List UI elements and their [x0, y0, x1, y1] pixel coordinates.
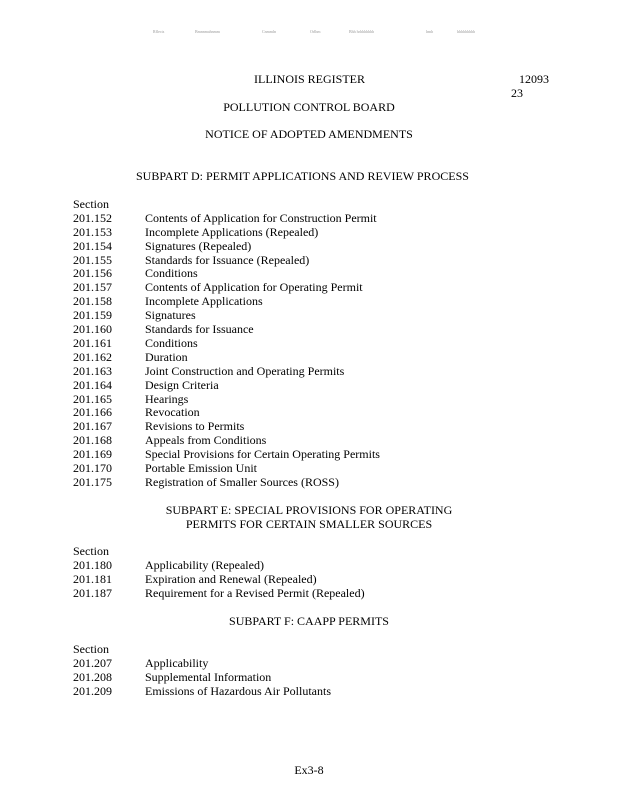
section-title: Appeals from Conditions — [145, 433, 267, 447]
section-number: 201.180 — [73, 558, 112, 572]
section-title: Conditions — [145, 266, 198, 280]
section-number: 201.164 — [73, 378, 112, 392]
section-title: Emissions of Hazardous Air Pollutants — [145, 684, 331, 698]
section-number: 201.209 — [73, 684, 112, 698]
section-title: Signatures (Repealed) — [145, 239, 252, 253]
header-mark: hhhhhhhhh — [457, 29, 475, 34]
section-number: 201.165 — [73, 392, 112, 406]
section-title: Registration of Smaller Sources (ROSS) — [145, 475, 339, 489]
page-number: 12093 — [519, 72, 549, 86]
section-label: Section — [73, 544, 109, 558]
section-title: Special Provisions for Certain Operating Permits — [145, 447, 380, 461]
section-number: 201.170 — [73, 461, 112, 475]
header-mark: Bmnnmahnmm — [195, 29, 220, 34]
section-number: 201.167 — [73, 419, 112, 433]
section-number: 201.169 — [73, 447, 112, 461]
section-title: Revocation — [145, 405, 200, 419]
section-title: Applicability — [145, 656, 209, 670]
section-number: 201.175 — [73, 475, 112, 489]
section-number: 201.157 — [73, 280, 112, 294]
subpart-e-heading-line1: SUBPART E: SPECIAL PROVISIONS FOR OPERATING — [165, 503, 453, 517]
header-mark: hmh — [426, 29, 434, 34]
footer-page-label: Ex3-8 — [294, 763, 324, 777]
section-title: Contents of Application for Operating Permit — [145, 280, 363, 294]
section-number: 201.162 — [73, 350, 112, 364]
notice-title: NOTICE OF ADOPTED AMENDMENTS — [205, 127, 413, 141]
section-title: Requirement for a Revised Permit (Repealed) — [145, 586, 365, 600]
section-number: 201.207 — [73, 656, 112, 670]
section-number: 201.159 — [73, 308, 112, 322]
section-title: Supplemental Information — [145, 670, 272, 684]
section-title: Conditions — [145, 336, 198, 350]
section-number: 201.168 — [73, 433, 112, 447]
section-title: Incomplete Applications — [145, 294, 263, 308]
section-number: 201.161 — [73, 336, 112, 350]
section-title: Standards for Issuance (Repealed) — [145, 253, 310, 267]
subpart-d-heading: SUBPART D: PERMIT APPLICATIONS AND REVIEW PROCESS — [136, 169, 469, 183]
header-mark: Bhh hrhhhhhhh — [349, 29, 374, 34]
section-number: 201.158 — [73, 294, 112, 308]
section-title: Portable Emission Unit — [145, 461, 257, 475]
section-number: 201.181 — [73, 572, 112, 586]
header-mark: Rflects — [153, 29, 165, 34]
header-mark: Orlhm — [310, 29, 321, 34]
section-title: Joint Construction and Operating Permits — [145, 364, 345, 378]
section-number: 201.156 — [73, 266, 112, 280]
section-title: Signatures — [145, 308, 196, 322]
section-title: Design Criteria — [145, 378, 219, 392]
section-number: 201.208 — [73, 670, 112, 684]
section-number: 201.187 — [73, 586, 112, 600]
section-number: 201.163 — [73, 364, 112, 378]
header-mark: Cnmmln — [262, 29, 277, 34]
section-title: Hearings — [145, 392, 189, 406]
section-label: Section — [73, 642, 109, 656]
section-number: 201.155 — [73, 253, 112, 267]
section-title: Revisions to Permits — [145, 419, 245, 433]
section-title: Standards for Issuance — [145, 322, 254, 336]
section-title: Incomplete Applications (Repealed) — [145, 225, 319, 239]
agency-title: POLLUTION CONTROL BOARD — [223, 100, 395, 114]
section-number: 201.152 — [73, 211, 112, 225]
section-number: 201.166 — [73, 405, 112, 419]
section-title: Expiration and Renewal (Repealed) — [145, 572, 317, 586]
subpart-e-heading-line2: PERMITS FOR CERTAIN SMALLER SOURCES — [185, 517, 433, 531]
issue-number: 23 — [511, 86, 523, 100]
section-title: Contents of Application for Construction Permit — [145, 211, 377, 225]
section-number: 201.154 — [73, 239, 112, 253]
section-title: Duration — [145, 350, 188, 364]
section-number: 201.160 — [73, 322, 112, 336]
section-number: 201.153 — [73, 225, 112, 239]
section-label: Section — [73, 197, 109, 211]
subpart-f-heading: SUBPART F: CAAPP PERMITS — [229, 614, 389, 628]
section-title: Applicability (Repealed) — [145, 558, 264, 572]
register-title: ILLINOIS REGISTER — [254, 72, 365, 86]
